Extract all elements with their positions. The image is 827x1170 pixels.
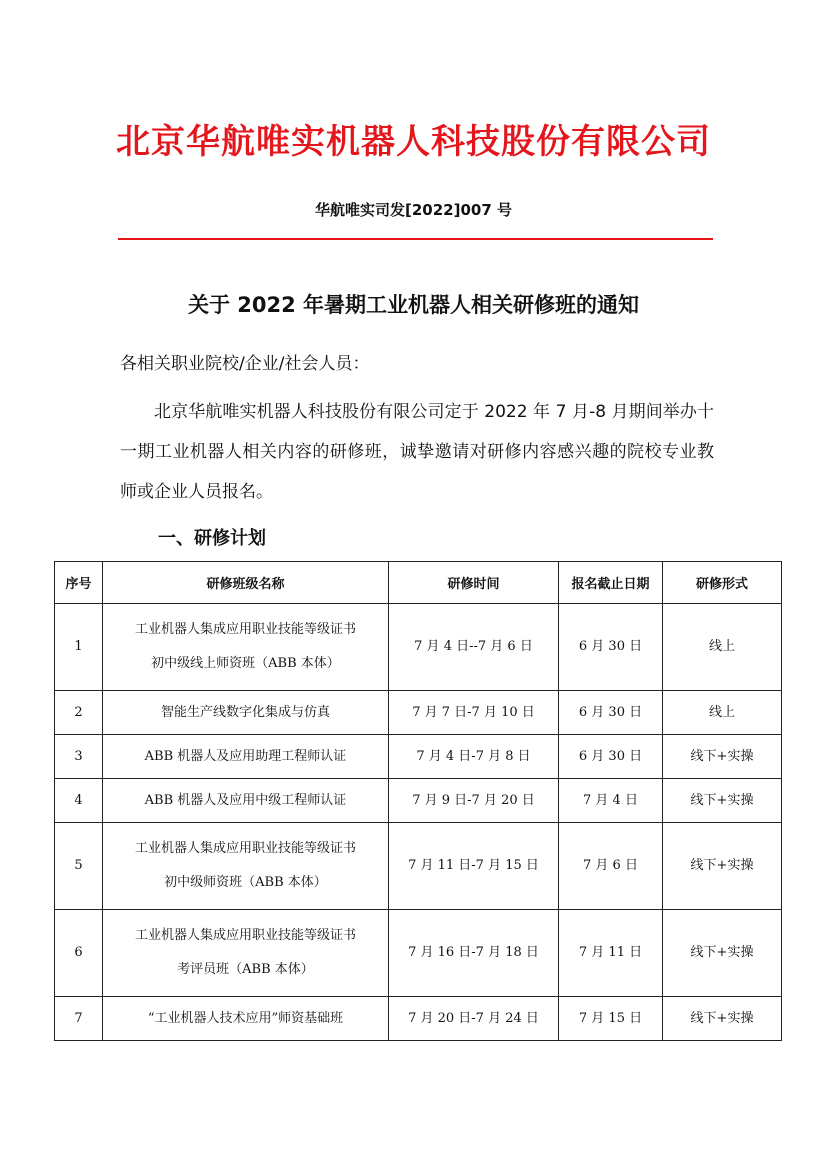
- header-time: 研修时间: [389, 562, 559, 604]
- row-deadline: 6 月 30 日: [559, 691, 663, 735]
- row-class-name: [103, 910, 389, 997]
- table-row: [55, 735, 782, 779]
- table-row: [55, 604, 782, 691]
- row-class-name: [103, 823, 389, 910]
- document-number: 华航唯实司发[2022]007 号: [315, 201, 512, 219]
- class-name-line: 工业机器人集成应用职业技能等级证书: [134, 622, 356, 637]
- row-no: 4: [55, 779, 103, 823]
- section-heading: 一、研修计划: [158, 528, 266, 549]
- row-no: 5: [55, 823, 103, 910]
- row-time: 7 月 4 日-7 月 8 日: [389, 735, 559, 779]
- class-name-line: 考评员班（ABB 本体）: [177, 962, 314, 977]
- company-name-heading: 北京华航唯实机器人科技股份有限公司: [116, 122, 711, 162]
- row-deadline: 7 月 11 日: [559, 910, 663, 997]
- class-name-line: 智能生产线数字化集成与仿真: [160, 704, 330, 720]
- table-row: [55, 691, 782, 735]
- salutation: 各相关职业院校/企业/社会人员：: [120, 354, 370, 374]
- row-form: 线上: [663, 604, 782, 691]
- row-time: 7 月 20 日-7 月 24 日: [389, 997, 559, 1041]
- body-paragraph: 北京华航唯实机器人科技股份有限公司定于 2022 年 7 月-8 月期间举办十一期工业机器人相关内容的研修班，诚挚邀请对研修内容感兴趣的院校专业教师或企业人员报名。: [120, 402, 714, 502]
- row-form: 线下+实操: [663, 823, 782, 910]
- row-deadline: 6 月 30 日: [559, 735, 663, 779]
- row-deadline: 7 月 6 日: [559, 823, 663, 910]
- table-row: [55, 997, 782, 1041]
- header-divider: [118, 238, 713, 240]
- row-form: 线下+实操: [663, 997, 782, 1041]
- header-class-name: 研修班级名称: [103, 562, 389, 604]
- row-form: 线下+实操: [663, 779, 782, 823]
- table-row: [55, 910, 782, 997]
- row-deadline: 7 月 15 日: [559, 997, 663, 1041]
- row-no: 7: [55, 997, 103, 1041]
- row-form: 线下+实操: [663, 910, 782, 997]
- row-no: 3: [55, 735, 103, 779]
- header-form: 研修形式: [663, 562, 782, 604]
- header-deadline: 报名截止日期: [559, 562, 663, 604]
- table-header-row: [55, 562, 782, 604]
- training-plan-table: [54, 561, 782, 1041]
- class-name-line: “工业机器人技术应用”师资基础班: [147, 1010, 344, 1026]
- row-time: 7 月 4 日--7 月 6 日: [389, 604, 559, 691]
- row-no: 1: [55, 604, 103, 691]
- row-form: 线上: [663, 691, 782, 735]
- class-name-line: 初中级师资班（ABB 本体）: [164, 875, 327, 890]
- row-time: 7 月 11 日-7 月 15 日: [389, 823, 559, 910]
- row-time: 7 月 7 日-7 月 10 日: [389, 691, 559, 735]
- class-name-line: 工业机器人集成应用职业技能等级证书: [134, 841, 356, 856]
- row-time: 7 月 16 日-7 月 18 日: [389, 910, 559, 997]
- row-deadline: 7 月 4 日: [559, 779, 663, 823]
- row-class-name: [103, 997, 389, 1041]
- class-name-line: ABB 机器人及应用助理工程师认证: [144, 748, 347, 764]
- row-class-name: [103, 735, 389, 779]
- row-class-name: [103, 779, 389, 823]
- row-no: 2: [55, 691, 103, 735]
- header-no: 序号: [55, 562, 103, 604]
- row-class-name: [103, 691, 389, 735]
- row-form: 线下+实操: [663, 735, 782, 779]
- notice-title: 关于 2022 年暑期工业机器人相关研修班的通知: [187, 293, 640, 317]
- row-no: 6: [55, 910, 103, 997]
- table-row: [55, 823, 782, 910]
- class-name-line: 初中级线上师资班（ABB 本体）: [151, 656, 340, 671]
- class-name-line: ABB 机器人及应用中级工程师认证: [144, 792, 347, 808]
- row-class-name: [103, 604, 389, 691]
- class-name-line: 工业机器人集成应用职业技能等级证书: [134, 928, 356, 943]
- row-time: 7 月 9 日-7 月 20 日: [389, 779, 559, 823]
- row-deadline: 6 月 30 日: [559, 604, 663, 691]
- table-row: [55, 779, 782, 823]
